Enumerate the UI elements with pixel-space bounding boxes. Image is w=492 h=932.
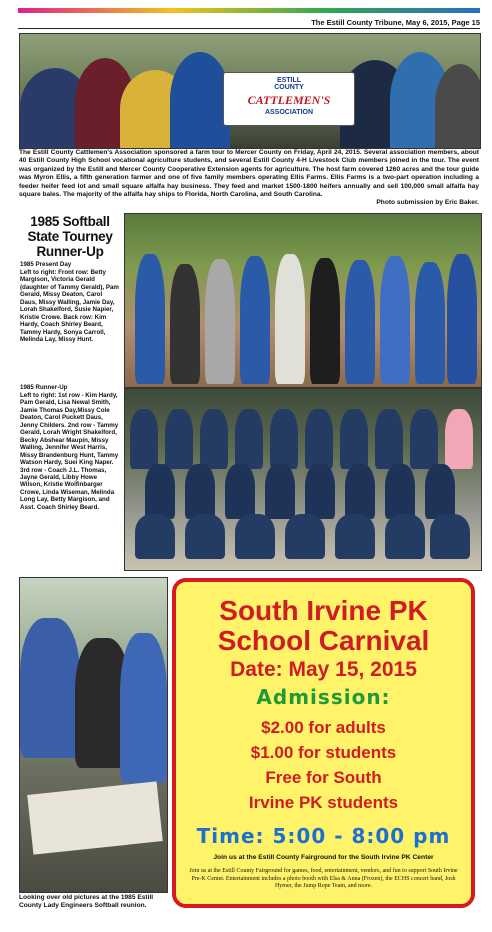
banner-line-association: ASSOCIATION — [264, 109, 314, 116]
banner-line-county: COUNTY — [274, 84, 304, 91]
runner-up-1985-team-photo — [124, 388, 482, 571]
price-adults: $2.00 for adults — [261, 718, 386, 737]
runner-up-heading: 1985 Runner-Up — [20, 384, 68, 391]
reunion-caption: Looking over old pictures at the 1985 Estill County Lady Engineers Softball reunion. — [19, 894, 154, 910]
carnival-title-line2: School Carnival — [217, 625, 430, 656]
reunion-photo — [19, 577, 168, 893]
runner-up-names: Left to right: 1st row - Kim Hardy, Pam Gerald, Lisa Newal Smith, Jamie Thomas Day,Missy Cole Deaton, Carol Puckett Daus, Jenny Childers. 2nd row - Tammy Gerald, Lorah Wright Shakelford, Becky Abshear Maupin, Missy Walling, Jennifer West Harris, Missy Brandenburg Hunt, Tammy Watson Hardy, Suei King Naper. 3rd row - Coach J.L. Thomas, Jayne Gerald, Libby Howe Wilson, Kristie Wolfinbarger Crowe, Linda Wiseman, Melinda Long Lay, Betty Margison, and Asst. Coach Shirley Beard. — [20, 392, 119, 511]
header-divider — [18, 28, 480, 29]
photo-credit: Photo submission by Eric Baker. — [376, 199, 479, 206]
price-free-line2: Irvine PK students — [248, 793, 399, 812]
present-day-names: Left to right: Front row: Betty Margison, Victoria Gerald (daughter of Tammy Gerald), Pam Gerald, Missy Deaton, Carol Daus, Missy Walling, Jamie Day, Lorah Shakelford, Susie Napier, Kristie Crowe. Back row: Kim Hardy, Coach Shirley Beard, Tammy Hardy, Sonya Carroll, Melinda Lay, Missy Hunt. — [20, 269, 119, 344]
present-day-team-photo — [124, 213, 482, 388]
carnival-time: Time: 5:00 - 8:00 pm — [196, 824, 451, 848]
admission-heading: Admission: — [256, 685, 391, 709]
cattlemen-group-photo — [19, 33, 481, 149]
page-header: The Estill County Tribune, May 6, 2015, Page 15 — [311, 18, 480, 27]
carnival-join-line: Join us at the Estill County Fairground for the South Irvine PK Center — [213, 854, 434, 861]
carnival-title-line1: South Irvine PK — [219, 595, 428, 626]
present-day-heading: 1985 Present Day — [20, 261, 72, 268]
softball-headline: 1985 Softball State Tourney Runner-Up — [27, 214, 113, 259]
cattlemen-caption: The Estill County Cattlemen's Association sponsored a farm tour to Mercer County on Friday, April 24, 2015. Several association members, about 40 Estill County High School vocational agriculture students, and several Estill County 4-H Livestock Club members joined in the tour. The event was organized by the Estill and Mercer County Cooperative Extension agents for agriculture. The host farm covered 1260 acres and the tour guide was Myron Ellis, a fifth generation farmer and one of five family members operating Ellis Farms. Ellis Farms is a two-part operation including a feeder heifer feed lot and small square alfalfa hay business. They feed and market 1500-1800 heifers annually and sell 100,000 small alfalfa hay square bales. The majority of the alfalfa hay ships to Florida, North Carolina, and South Carolina. — [19, 149, 479, 199]
price-students: $1.00 for students — [250, 743, 397, 762]
carnival-date: Date: May 15, 2015 — [230, 658, 417, 681]
banner-line-estill: ESTILL — [276, 77, 302, 84]
price-free-line1: Free for South — [265, 768, 382, 787]
carnival-ad — [172, 578, 475, 908]
top-color-rule — [18, 8, 480, 13]
carnival-title — [176, 596, 471, 656]
banner-line-cattlemens: CATTLEMEN'S — [247, 93, 331, 107]
cattlemen-banner — [223, 72, 355, 126]
carnival-body-text: Join us at the Estill County Fairground for games, food, entertainment, vendors, and fun to support South Irvine Pre-K Center. Entertainment includes a photo booth with Elsa & Anna (Frozen), the ECHS concert band, Josh Hymer, the Jump Rope Team, and more. — [189, 868, 458, 889]
